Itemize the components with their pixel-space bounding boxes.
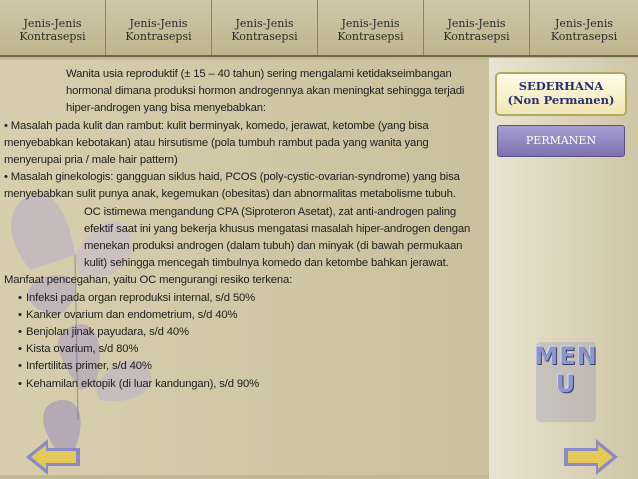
tab-6-line2: Kontrasepsi — [550, 30, 618, 43]
menu-label-line2: U — [555, 370, 577, 398]
menu-button[interactable] — [530, 340, 602, 425]
tab-3[interactable] — [212, 0, 318, 55]
tab-3-line1: Jenis-Jenis — [235, 17, 294, 30]
tab-2[interactable] — [106, 0, 212, 55]
back-arrow-icon[interactable] — [22, 437, 84, 477]
menu-label-line1: MEN — [534, 342, 598, 370]
list-item: • Infertilitas primer, s/d 40% — [4, 358, 484, 375]
tab-2-line2: Kontrasepsi — [125, 30, 192, 43]
point-skin-hair: • Masalah pada kulit dan rambut: kulit berminyak, komedo, jerawat, ketombe (yang bisa menyebabkan kebotakan) atau hirsutisme (pola tumbuh rambut pada yang wanita yang menyerupai pria / male hair pattern) — [4, 119, 429, 167]
next-arrow-icon[interactable] — [560, 437, 622, 477]
intro-paragraph: Wanita usia reproduktif (± 15 – 40 tahun) sering mengalami ketidakseimbangan hormonal dimana produksi hormon androgennya akan meningkat sehingga terjadi hiper-androgen yang bisa menyebabkan: — [66, 68, 465, 115]
benefits-list — [4, 290, 484, 393]
manfaat-heading: Manfaat pencegahan, yaitu OC mengurangi resiko terkena: — [4, 274, 293, 287]
sederhana-label: SEDERHANA — [518, 79, 604, 93]
list-item: • Infeksi pada organ reproduksi internal, s/d 50% — [4, 290, 484, 307]
list-item: • Kista ovarium, s/d 80% — [4, 341, 484, 358]
tab-1-line1: Jenis-Jenis — [23, 17, 82, 30]
tab-5-line1: Jenis-Jenis — [447, 17, 506, 30]
sederhana-button[interactable] — [497, 74, 625, 114]
tab-6[interactable] — [530, 0, 638, 55]
non-permanen-label: (Non Permanen) — [507, 93, 615, 107]
tab-1-line2: Kontrasepsi — [19, 30, 86, 43]
tab-5[interactable] — [424, 0, 530, 55]
tab-4[interactable] — [318, 0, 424, 55]
content-panel — [0, 60, 490, 475]
tab-1[interactable] — [0, 0, 106, 55]
menu-label — [530, 342, 602, 398]
list-item: • Kanker ovarium dan endometrium, s/d 40% — [4, 307, 484, 324]
list-item: • Benjolan jinak payudara, s/d 40% — [4, 324, 484, 341]
tab-bar — [0, 0, 638, 57]
tab-4-line2: Kontrasepsi — [337, 30, 404, 43]
tab-6-line1: Jenis-Jenis — [554, 17, 614, 30]
point-gynecological: • Masalah ginekologis: gangguan siklus haid, PCOS (poly-cystic-ovarian-syndrome) yang bisa menyebabkan sulit punya anak, kegemukan (obesitas) dan abnormalitas metabolisme tubuh. — [4, 171, 460, 201]
tab-5-line2: Kontrasepsi — [443, 30, 510, 43]
tab-2-line1: Jenis-Jenis — [129, 17, 188, 30]
tab-3-line2: Kontrasepsi — [231, 30, 298, 43]
list-item: • Kehamilan ektopik (di luar kandungan), s/d 90% — [4, 376, 484, 393]
content-text — [4, 66, 484, 393]
tab-4-line1: Jenis-Jenis — [341, 17, 400, 30]
permanen-button[interactable]: PERMANEN — [497, 125, 625, 157]
oc-paragraph: OC istimewa mengandung CPA (Siproteron Asetat), zat anti-androgen paling efektif saat ini yang bekerja khusus mengatasi masalah hiper-androgen dengan menekan produksi androgen (dalam tubuh) dan minyak (di bawah permukaan kulit) sehingga mencegah timbulnya komedo dan ketombe bahkan jerawat. — [84, 205, 471, 270]
